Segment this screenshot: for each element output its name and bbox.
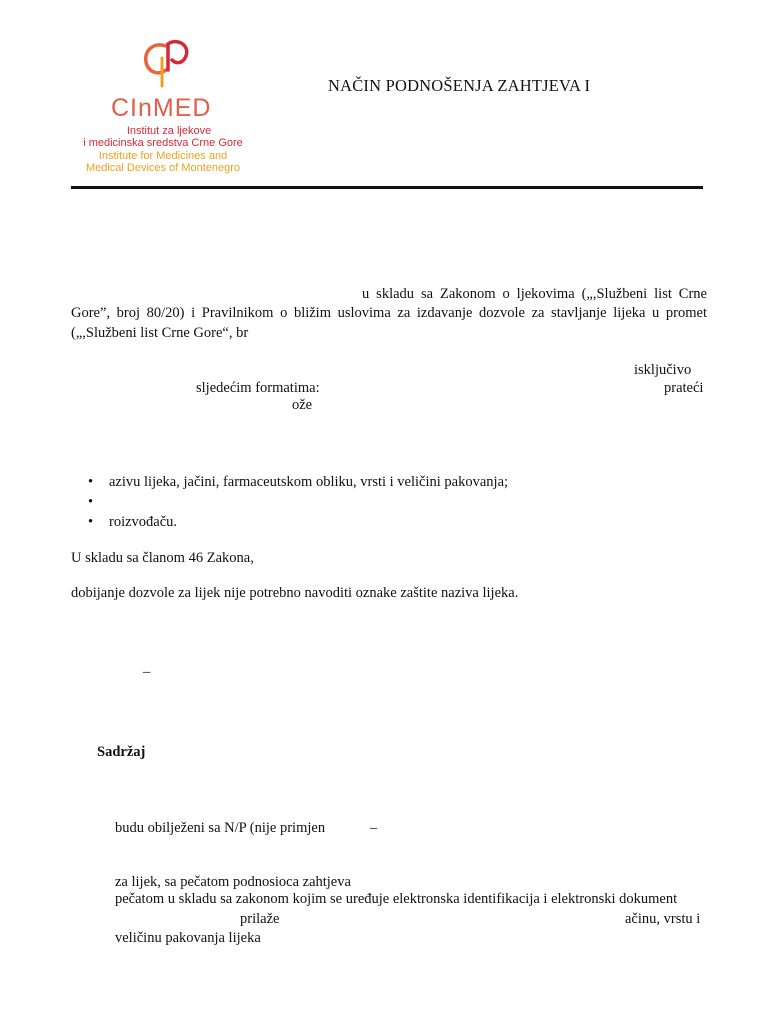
page-title: NAČIN PODNOŠENJA ZAHTJEVA I (328, 76, 591, 95)
text-oze: ože (292, 397, 313, 413)
bullet-icon: • (88, 514, 94, 530)
bullet-icon: • (88, 494, 94, 510)
text-sljedecim-formatima: sljedećim formatima: (196, 380, 320, 396)
text-obiljezeni: budu obilježeni sa N/P (nije primjen (115, 820, 326, 836)
logo-line-4: Medical Devices of Montenegro (85, 162, 241, 174)
final-line-4: veličinu pakovanja lijeka (115, 930, 261, 946)
logo-brand: CInMED (111, 94, 212, 122)
dash-mark: – (143, 664, 151, 680)
article-46-line: U skladu sa članom 46 Zakona, (71, 550, 254, 566)
header-divider (71, 186, 703, 189)
list-item: • roizvođaču. (88, 514, 178, 530)
text-acinu: ačinu, vrstu i (625, 911, 701, 927)
intro-line-3: („,Službeni list Crne Gore“, br (71, 325, 249, 341)
intro-line-2: Gore”, broj 80/20) i Pravilnikom o bližim uslovima za izdavanje dozvole za stavljanje lijeka u promet (71, 305, 707, 321)
intro-line-1: u skladu sa Zakonom o ljekovima („,Službeni list Crne (362, 286, 707, 302)
final-line-1: za lijek, sa pečatom podnosioca zahtjeva (115, 874, 351, 890)
final-line-2: pečatom u skladu sa zakonom kojim se uređuje elektronska identifikacija i elektronski dokument (115, 891, 678, 907)
logo-line-2: i medicinska sredstva Crne Gore (83, 137, 243, 149)
list-item (71, 492, 508, 512)
text-iskljucivo: isključivo (634, 362, 692, 378)
text-prilaze: prilaže (240, 911, 280, 927)
article-46-continuation: dobijanje dozvole za lijek nije potrebno navoditi oznake zaštite naziva lijeka. (71, 585, 519, 601)
logo-line-3: Institute for Medicines and (98, 150, 228, 162)
cinmed-logo-mark-icon (136, 36, 196, 96)
list-item: • azivu lijeka, jačini, farmaceutskom obliku, vrsti i veličini pakovanja; (88, 474, 509, 490)
bullet-icon: • (88, 474, 94, 490)
info-bullet-list (71, 472, 508, 532)
section-heading-sadrzaj: Sadržaj (97, 744, 146, 760)
cinmed-logo (78, 36, 258, 176)
dash-mark-2: – (370, 820, 378, 836)
text-prateci: prateći (664, 380, 704, 396)
logo-line-1: Institut za ljekove (126, 125, 212, 137)
